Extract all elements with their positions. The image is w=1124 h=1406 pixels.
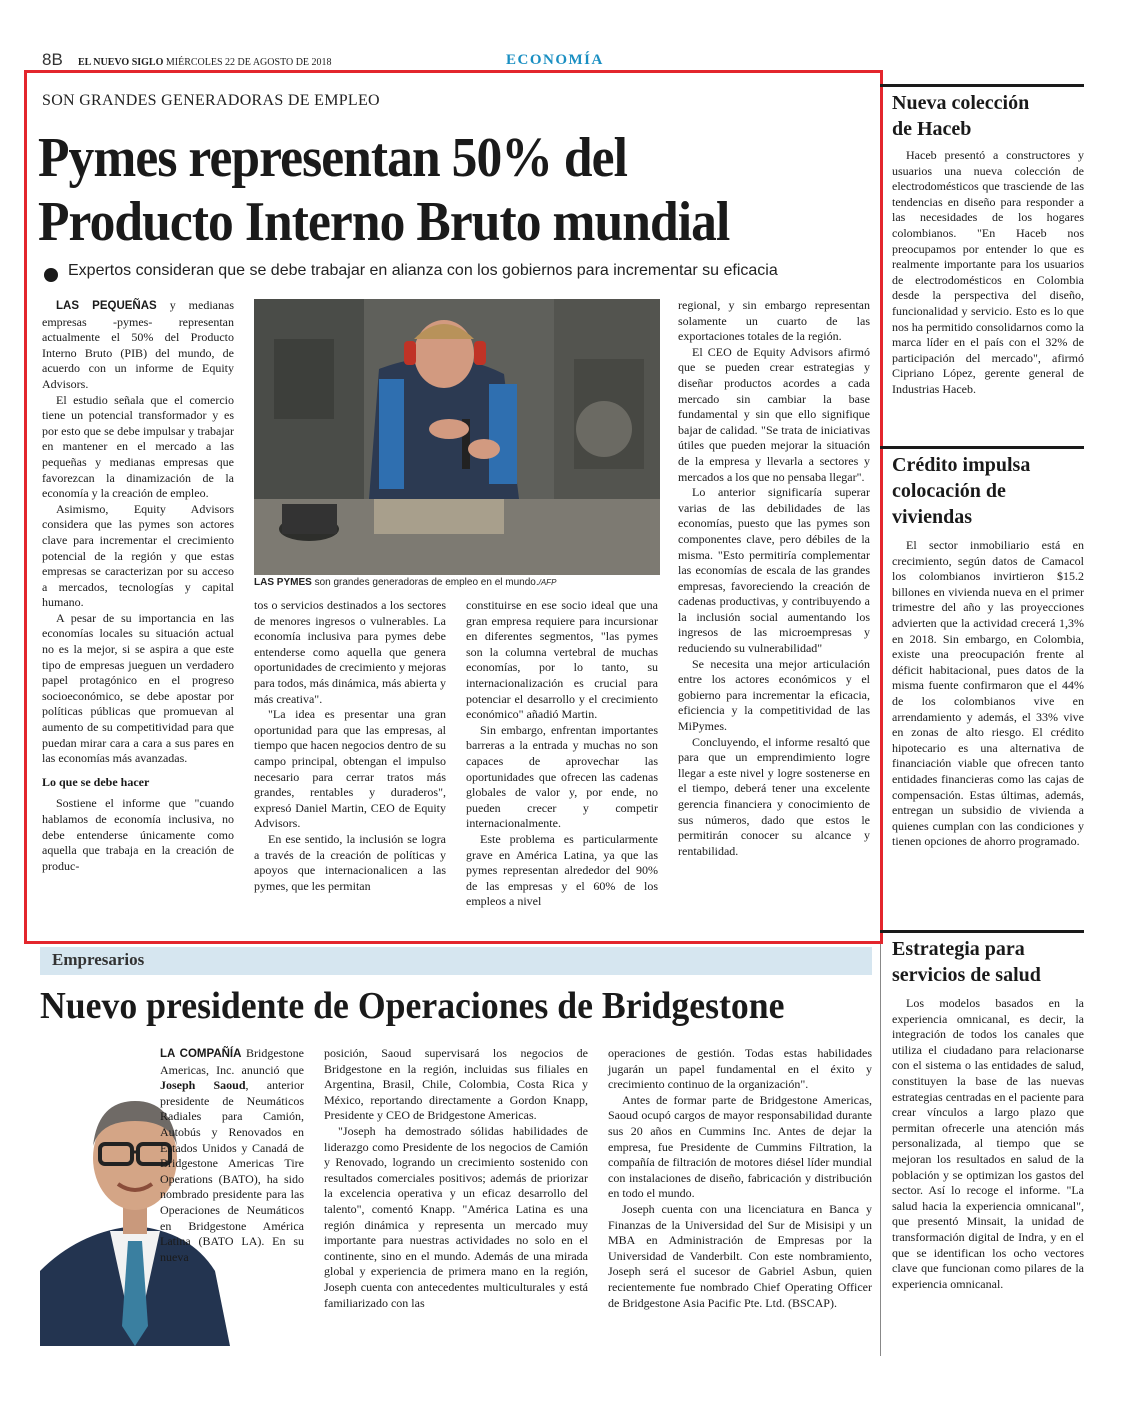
paragraph	[60, 1046, 304, 1265]
paragraph: operaciones de gestión. Todas estas habilidades jugarán un papel fundamental en el éxito y crecimiento continuo de la organización".	[608, 1046, 872, 1092]
masthead	[78, 57, 332, 68]
section-band	[40, 947, 872, 975]
paragraph-text: Bridgestone Americas, Inc. anunció que	[160, 1046, 304, 1077]
paragraph: Concluyendo, el informe resaltó que para que un emprendimiento logre llegar a este nivel y logre sostenerse en el tiempo, deberá tener una excelente gerencia financiera y conocimiento de sus números, dado que estos le permitirán conocer su alcance y rentabilidad.	[678, 734, 870, 858]
paragraph: Este problema es particularmente grave en América Latina, ya que las pymes representan alrededor del 90% de las empresas y el 60% de los empleos a nivel	[466, 831, 658, 909]
section-band-label: Empresarios	[52, 950, 145, 969]
workshop-photo	[254, 299, 660, 575]
page-number: 8B	[42, 50, 63, 69]
paragraph: regional, y sin embargo representan solamente un cuarto de las exportaciones totales de la región.	[678, 298, 870, 344]
paragraph: "Joseph ha demostrado sólidas habilidades de liderazgo como Presidente de los negocios de Camión y Renovado, logrando un crecimiento sostenido con resultados comerciales positivos; además de priorizar la excelencia operativa y un eficaz desarrollo del talento", comentó Knapp. "América Latina es una región dinámica y representa un mercado muy importante para nuestras actividades no solo en el continente, sino en el mundo. Además de una mirada global y experiencia de primera mano en la región, Joseph cuenta con antecedentes multiculturales y está familiarizado con las	[324, 1123, 588, 1310]
person-name: Joseph Saoud	[160, 1078, 246, 1093]
paragraph: "La idea es presentar una gran oportunidad para que las empresas, al tiempo que hacen negocios dentro de su campo principal, obtengan el impulso necesario para cerrar tratos más grandes, rentables y duraderos", expresó Daniel Martin, CEO de Equity Advisors.	[254, 707, 446, 831]
sidebar-rule	[880, 930, 1084, 933]
main-column-1	[42, 298, 234, 874]
paragraph: posición, Saoud supervisará los negocios de Bridgestone en la región, incluidas sus filiales en Argentina, Brasil, Chile, Colombia, Costa Rica y México, reportando directamente a Gordon Knapp, Presidente y CEO de Bridgestone Americas.	[324, 1046, 588, 1123]
paragraph: Haceb presentó a constructores y usuarios una nueva colección de electrodomésticos que trasciende de las tendencias en diseño para responder a las necesidades de los hogares colombianos. "En Haceb nos preocupamos por entender lo que es realmente importante para los usuarios de electrodomésticos en Colombia desde la perspectiva del diseño, funcionalidad y servicio. Esto es lo que nos ha permitido consolidarnos como la marca líder en el país con el 32% de participación del mercado", afirmó Cipriano López, gerente general de Industrias Haceb.	[892, 148, 1084, 396]
bridgestone-column-1	[60, 1046, 304, 1265]
paragraph: Joseph cuenta con una licenciatura en Banca y Finanzas de la Universidad del Sur de Misisipi y un MBA en Administración de Empresas por la Universidad de Vanderbilt. Con este nombramiento, Joseph será el sucesor de Gabriel Asbun, quien recientemente fue nombrado Chief Operating Officer de Bridgestone Asia Pacific Pte. Ltd. (BSCAP).	[608, 1201, 872, 1310]
main-column-3	[466, 598, 658, 910]
caption-text: son grandes generadoras de empleo en el mundo.	[311, 577, 539, 588]
paragraph: El estudio señala que el comercio tiene un potencial transformador y es por esto que se debe impulsar y trabajar en mantener en el mercado a las pequeñas y medianas empresas que favorezcan la dinamización de la economía y la creación de empleo.	[42, 392, 234, 501]
paragraph: Los modelos basados en la experiencia omnicanal, es decir, la integración de todos los canales que utiliza el ciudadano para relacionarse con el sistema o las entidades de salud, constituyen la base de las nuevas estrategias centradas en el paciente para crear vínculos a largo plazo que permitan ofrecerle una atención más personalizada, al tiempo que se mejoran los resultados en salud de la población y se optimizan los gastos del sector. Así lo recoge el informe. "La salud hacia la experiencia omnicanal", que presentó Minsait, la unidad de transformación digital de Indra, y en el que se identifican los ocho vectores clave que funcionan como pilares de la experiencia omnicanal.	[892, 996, 1084, 1291]
newspaper-name: EL NUEVO SIGLO	[78, 57, 164, 68]
sidebar-title-salud: Estrategia para servicios de salud	[892, 938, 1041, 986]
sidebar-body-salud	[892, 996, 1084, 1292]
column-divider	[880, 944, 881, 1356]
section-name: ECONOMÍA	[506, 52, 604, 68]
sidebar-body-credito	[892, 538, 1084, 850]
sidebar-rule	[880, 446, 1084, 449]
paragraph: constituirse en ese socio ideal que una gran empresa requiere para incursionar en diferentes segmentos, "las pymes son la columna vertebral de muchas economías, por lo tanto, su internacionalización es crucial para potenciar el desarrollo y el crecimiento económico" añadió Martin.	[466, 598, 658, 722]
caption-lead: LAS PYMES	[254, 577, 312, 588]
deck: Expertos consideran que se debe trabajar en alianza con los gobiernos para incrementar su eficacia	[68, 262, 778, 279]
paragraph: A pesar de su importancia en las economías locales su situación actual no es la mejor, si se aspira a que este tipo de empresas jueguen un verdadero papel protagónico en el progreso socioeconómico, se debe apostar por políticas públicas que promuevan al aumento de su competitividad para que puedan mirar cara a cara a sus pares en las economías más avanzadas.	[42, 610, 234, 766]
headline	[38, 126, 802, 254]
headline-line-2: Producto Interno Bruto mundial	[38, 191, 730, 253]
bridgestone-column-3	[608, 1046, 872, 1311]
photo-caption	[254, 577, 660, 588]
paragraph: tos o servicios destinados a los sectores de menores ingresos o vulnerables. La economía inclusiva para pymes debe entenderse como aquella que genera oportunidades de crecimiento y mejoras para todos, más dinámica, más abierta y más creativa".	[254, 598, 446, 706]
issue-date: MIÉRCOLES 22 DE AGOSTO DE 2018	[165, 57, 332, 68]
paragraph: Se necesita una mejor articulación entre los actores económicos y el gobierno para incrementar la eficacia, eficiencia y la competitividad de las MiPymes.	[678, 656, 870, 734]
paragraph-text: , anterior presidente de Neumáticos Radiales para Camión, Autobús y Renovados en Estados Unidos y Canadá de Bridgestone Americas Tire Operations (BATO), ha sido nombrado presidente para las Operaciones de Neumáticos en Bridgestone América Latina (BATO LA). En su nueva	[160, 1078, 304, 1264]
photo-credit: /AFP	[538, 578, 557, 587]
bridgestone-column-2	[324, 1046, 588, 1311]
kicker: SON GRANDES GENERADORAS DE EMPLEO	[42, 92, 380, 109]
sidebar-rule	[880, 84, 1084, 87]
paragraph: Lo anterior significaría superar varias de las debilidades de las economías, puesto que las pymes son componentes clave, pero débiles de la misma. "Esto permitiría complementar las economías de escala de las grandes empresas, favoreciendo la creación de cadenas productivas, y contribuyendo a la inclusión social aumentando los ingresos de las microempresas y reduciendo su vulnerabilidad"	[678, 485, 870, 656]
paragraph: El CEO de Equity Advisors afirmó que se pueden crear estrategias y diseñar productos acordes a cada mercado sin cambiar la base fundamental y sin que ello signifique bajar de calidad. "Se trata de iniciativas útiles que pueden mejorar la situación de la empresa y llevarla a sectores y mercados a los que no pensaba llegar".	[678, 344, 870, 484]
lead-in: LAS PEQUEÑAS	[56, 300, 157, 312]
headline-bridgestone: Nuevo presidente de Operaciones de Bridgestone	[40, 985, 785, 1027]
paragraph: Sostiene el informe que "cuando hablamos de economía inclusiva, no debe entenderse únicamente como aquella que trabaja en la creación de produc-	[42, 796, 234, 873]
paragraph: Sin embargo, enfrentan importantes barreras a la entrada y muchas no son capaces de aprovechar las oportunidades que ofrecen las cadenas globales de valor y, por ende, no pueden crecer y competir internacionalmente.	[466, 722, 658, 831]
paragraph-text: y medianas empresas -pymes- representan actualmente el 50% del Producto Interno Bruto (PIB) del mundo, de acuerdo con un informe de Equity Advisors.	[42, 298, 234, 391]
sidebar-title-haceb: Nueva colección de Haceb	[892, 92, 1030, 140]
worker-illustration	[254, 299, 660, 575]
lead-in: LA COMPAÑÍA	[160, 1048, 242, 1060]
sidebar-title-credito: Crédito impulsa colocación de viviendas	[892, 454, 1031, 528]
paragraph: Asimismo, Equity Advisors considera que las pymes son actores clave para incrementar el crecimiento potencial de la región y que estas empresas se caracterizan por su acceso a mercados, tecnologías y capital humano.	[42, 501, 234, 610]
subheading: Lo que se debe hacer	[42, 774, 150, 789]
sidebar-body-haceb	[892, 148, 1084, 398]
headline-line-1: Pymes representan 50% del	[38, 127, 627, 189]
paragraph: El sector inmobiliario está en crecimiento, según datos de Camacol los colombianos invirtieron $15.2 billones en vivienda nueva en el primer trimestre del año y las proyecciones advierten que la actividad crecerá 1,3% en 2018. Sin embargo, en Colombia, existe una preocupación frente al déficit habitacional, pues datos de la misma fuente confirmaron que el 44% de los colombianos vive en arrendamiento y además, el 33% vive en zonas de alto riesgo. El crédito hipotecario es una alternativa de financiación viable que ofrecen tanto entidades financieras como las cajas de compensación. Estas últimas, además, entregan un subsidio de vivienda a quienes cumplan con las condiciones y tienen opciones de ahorro programado.	[892, 538, 1084, 849]
bullet-icon	[44, 268, 58, 282]
main-column-2	[254, 598, 446, 894]
main-column-4	[678, 298, 870, 859]
paragraph: En ese sentido, la inclusión se logra a través de la creación de políticas y apoyos que internacionalicen a las pymes, que les permitan	[254, 831, 446, 893]
paragraph: Antes de formar parte de Bridgestone Americas, Saoud ocupó cargos de mayor responsabilidad durante sus 20 años en Cummins Inc. Antes de dejar la empresa, fue Presidente de Cummins Filtration, la compañía de filtración de motores diésel líder mundial con instalaciones de diseño, fabricación y distribución en todo el mundo.	[608, 1092, 872, 1201]
paragraph	[42, 298, 234, 393]
